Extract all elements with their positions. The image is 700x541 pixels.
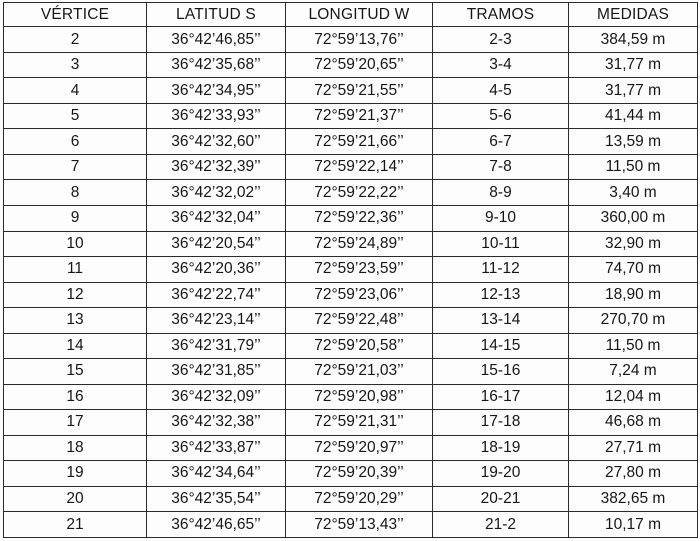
vertice-cell: 16 [4,384,147,410]
latitud-cell: 36°42’32,60’’ [147,129,286,155]
table-row [4,512,698,538]
tramo-cell: 16-17 [433,384,569,410]
vertice-cell: 4 [4,78,147,104]
tramo-cell: 11-12 [433,257,569,283]
longitud-cell: 72°59’21,37’’ [286,103,433,129]
coordinates-table [3,2,698,538]
longitud-cell: 72°59’23,06’’ [286,282,433,308]
header-longitud: LONGITUD W [286,3,433,27]
vertice-cell: 18 [4,435,147,461]
medida-cell: 7,24 m [569,359,698,385]
vertice-cell: 19 [4,461,147,487]
latitud-cell: 36°42’35,68’’ [147,52,286,78]
table-row [4,27,698,53]
table-row [4,129,698,155]
tramo-cell: 12-13 [433,282,569,308]
table-row [4,486,698,512]
table-row [4,308,698,334]
longitud-cell: 72°59’23,59’’ [286,257,433,283]
table-row [4,231,698,257]
vertice-cell: 2 [4,27,147,53]
tramo-cell: 21-2 [433,512,569,538]
vertice-cell: 6 [4,129,147,155]
table-row [4,410,698,436]
tramo-cell: 20-21 [433,486,569,512]
longitud-cell: 72°59’20,97’’ [286,435,433,461]
table-row [4,333,698,359]
medida-cell: 27,80 m [569,461,698,487]
latitud-cell: 36°42’32,04’’ [147,206,286,232]
tramo-cell: 7-8 [433,154,569,180]
vertice-cell: 14 [4,333,147,359]
latitud-cell: 36°42’31,79’’ [147,333,286,359]
table-row [4,461,698,487]
medida-cell: 12,04 m [569,384,698,410]
medida-cell: 18,90 m [569,282,698,308]
medida-cell: 46,68 m [569,410,698,436]
medida-cell: 360,00 m [569,206,698,232]
latitud-cell: 36°42’32,09’’ [147,384,286,410]
tramo-cell: 4-5 [433,78,569,104]
medida-cell: 11,50 m [569,333,698,359]
table-row [4,257,698,283]
latitud-cell: 36°42’20,36’’ [147,257,286,283]
latitud-cell: 36°42’32,02’’ [147,180,286,206]
latitud-cell: 36°42’34,95’’ [147,78,286,104]
medida-cell: 41,44 m [569,103,698,129]
longitud-cell: 72°59’13,43’’ [286,512,433,538]
table-row [4,359,698,385]
latitud-cell: 36°42’33,93’’ [147,103,286,129]
latitud-cell: 36°42’20,54’’ [147,231,286,257]
table-row [4,180,698,206]
medida-cell: 31,77 m [569,52,698,78]
latitud-cell: 36°42’31,85’’ [147,359,286,385]
table-row [4,206,698,232]
longitud-cell: 72°59’20,65’’ [286,52,433,78]
tramo-cell: 2-3 [433,27,569,53]
vertice-cell: 15 [4,359,147,385]
medida-cell: 3,40 m [569,180,698,206]
tramo-cell: 3-4 [433,52,569,78]
latitud-cell: 36°42’22,74’’ [147,282,286,308]
medida-cell: 270,70 m [569,308,698,334]
vertice-cell: 8 [4,180,147,206]
tramo-cell: 19-20 [433,461,569,487]
longitud-cell: 72°59’22,36’’ [286,206,433,232]
tramo-cell: 18-19 [433,435,569,461]
longitud-cell: 72°59’22,14’’ [286,154,433,180]
tramo-cell: 10-11 [433,231,569,257]
tramo-cell: 17-18 [433,410,569,436]
table-row [4,52,698,78]
vertice-cell: 12 [4,282,147,308]
longitud-cell: 72°59’21,31’’ [286,410,433,436]
longitud-cell: 72°59’20,58’’ [286,333,433,359]
header-medidas: MEDIDAS [569,3,698,27]
header-row [4,3,698,27]
vertice-cell: 9 [4,206,147,232]
table-row [4,154,698,180]
table-row [4,282,698,308]
medida-cell: 13,59 m [569,129,698,155]
longitud-cell: 72°59’20,29’’ [286,486,433,512]
table-row [4,384,698,410]
longitud-cell: 72°59’20,39’’ [286,461,433,487]
longitud-cell: 72°59’21,03’’ [286,359,433,385]
tramo-cell: 8-9 [433,180,569,206]
tramo-cell: 15-16 [433,359,569,385]
vertice-cell: 21 [4,512,147,538]
vertice-cell: 10 [4,231,147,257]
tramo-cell: 13-14 [433,308,569,334]
medida-cell: 382,65 m [569,486,698,512]
medida-cell: 27,71 m [569,435,698,461]
latitud-cell: 36°42’32,39’’ [147,154,286,180]
header-latitud: LATITUD S [147,3,286,27]
latitud-cell: 36°42’23,14’’ [147,308,286,334]
tramo-cell: 9-10 [433,206,569,232]
longitud-cell: 72°59’24,89’’ [286,231,433,257]
longitud-cell: 72°59’22,48’’ [286,308,433,334]
longitud-cell: 72°59’21,55’’ [286,78,433,104]
tramo-cell: 5-6 [433,103,569,129]
longitud-cell: 72°59’22,22’’ [286,180,433,206]
table-row [4,435,698,461]
tramo-cell: 14-15 [433,333,569,359]
header-tramos: TRAMOS [433,3,569,27]
vertice-cell: 5 [4,103,147,129]
table-body [4,27,698,538]
latitud-cell: 36°42’32,38’’ [147,410,286,436]
longitud-cell: 72°59’21,66’’ [286,129,433,155]
longitud-cell: 72°59’20,98’’ [286,384,433,410]
medida-cell: 10,17 m [569,512,698,538]
latitud-cell: 36°42’46,85’’ [147,27,286,53]
latitud-cell: 36°42’34,64’’ [147,461,286,487]
medida-cell: 384,59 m [569,27,698,53]
vertice-cell: 11 [4,257,147,283]
vertice-cell: 3 [4,52,147,78]
vertice-cell: 17 [4,410,147,436]
table-row [4,78,698,104]
vertice-cell: 13 [4,308,147,334]
latitud-cell: 36°42’46,65’’ [147,512,286,538]
medida-cell: 11,50 m [569,154,698,180]
vertice-cell: 7 [4,154,147,180]
medida-cell: 32,90 m [569,231,698,257]
latitud-cell: 36°42’35,54’’ [147,486,286,512]
longitud-cell: 72°59’13,76’’ [286,27,433,53]
tramo-cell: 6-7 [433,129,569,155]
header-vertice: VÉRTICE [4,3,147,27]
table-row [4,103,698,129]
medida-cell: 31,77 m [569,78,698,104]
latitud-cell: 36°42’33,87’’ [147,435,286,461]
vertice-cell: 20 [4,486,147,512]
medida-cell: 74,70 m [569,257,698,283]
